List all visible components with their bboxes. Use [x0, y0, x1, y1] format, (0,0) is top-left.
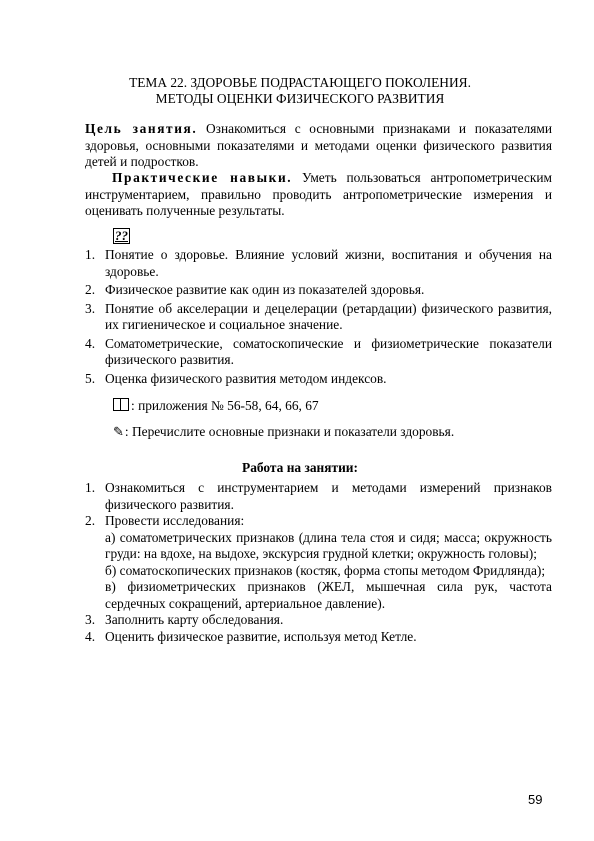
questions-icon: ??: [115, 228, 128, 243]
page-number: 59: [528, 792, 543, 807]
goal-label: Цель занятия.: [85, 121, 198, 136]
skills-label: Практические навыки.: [112, 170, 293, 185]
item-text: Оценка физического развития методом индексов.: [105, 370, 387, 386]
item-number: 1.: [85, 480, 96, 495]
pencil-icon: ✎: [113, 424, 124, 439]
task-reference: [113, 424, 454, 440]
work-item: [85, 513, 552, 612]
item-text: Физическое развитие как один из показателей здоровья.: [105, 282, 425, 297]
item-text: Оценить физическое развитие, используя метод Кетле.: [105, 628, 417, 644]
question-item: [85, 247, 552, 280]
skills-text: Уметь пользоваться антропометрическим инструментарием, правильно проводить антропометрические измерения и оценивать полученные результаты.: [85, 170, 552, 218]
item-number: 3.: [85, 612, 96, 627]
work-item: [85, 612, 552, 629]
item-number: 2.: [85, 282, 96, 297]
item-number: 3.: [85, 300, 96, 316]
work-item: [85, 629, 552, 646]
goal-text: Ознакомиться с основными признаками и показателями здоровья, основными показателями и методами оценки физического развития детей и подростков.: [85, 121, 552, 169]
work-subitem: а) соматометрических признаков (длина тела стоя и сидя; масса; окружность груди: на вдохе, на выдохе, экскурсия грудной клетки; окружность головы);: [105, 529, 552, 561]
work-subitem: б) соматоскопических признаков (костяк, форма стопы методом Фридлянда);: [105, 562, 546, 578]
item-text: Понятие о здоровье. Влияние условий жизни, воспитания и обучения на здоровье.: [105, 247, 552, 279]
book-icon: [113, 398, 129, 411]
goal-paragraph: [85, 121, 552, 171]
work-list: [85, 480, 552, 645]
item-text: Ознакомиться с инструментарием и методами измерений признаков физического развития.: [105, 480, 552, 512]
item-text: Провести исследования:: [105, 513, 245, 528]
item-text: Понятие об акселерации и децелерации (ретардации) физического развития, их гигиеническое и социальное значение.: [105, 300, 552, 332]
work-subitem: в) физиометрических признаков (ЖЕЛ, мышечная сила рук, частота сердечных сокращений, артериальное давление).: [105, 579, 552, 611]
item-number: 4.: [85, 628, 96, 644]
title-line-1: ТЕМА 22. ЗДОРОВЬЕ ПОДРАСТАЮЩЕГО ПОКОЛЕНИЯ.: [129, 75, 471, 90]
skills-paragraph: [85, 170, 552, 220]
task-text: : Перечислите основные признаки и показатели здоровья.: [124, 424, 455, 439]
item-text: Соматометрические, соматоскопические и физиометрические показатели физического развития.: [105, 335, 552, 367]
topic-title: [60, 75, 540, 107]
work-section-title: Работа на занятии:: [242, 460, 358, 475]
question-item: [85, 282, 552, 299]
appendix-text: : приложения № 56-58, 64, 66, 67: [131, 398, 319, 413]
question-item: [85, 336, 552, 369]
item-text: Заполнить карту обследования.: [105, 612, 284, 627]
questions-list: [85, 247, 552, 389]
item-number: 1.: [85, 247, 96, 262]
question-item: [85, 371, 552, 388]
item-number: 4.: [85, 335, 96, 351]
appendix-reference: [113, 398, 319, 414]
question-item: [85, 301, 552, 334]
item-number: 5.: [85, 370, 96, 386]
title-line-2: МЕТОДЫ ОЦЕНКИ ФИЗИЧЕСКОГО РАЗВИТИЯ: [155, 91, 445, 106]
item-number: 2.: [85, 513, 96, 528]
work-item: [85, 480, 552, 513]
